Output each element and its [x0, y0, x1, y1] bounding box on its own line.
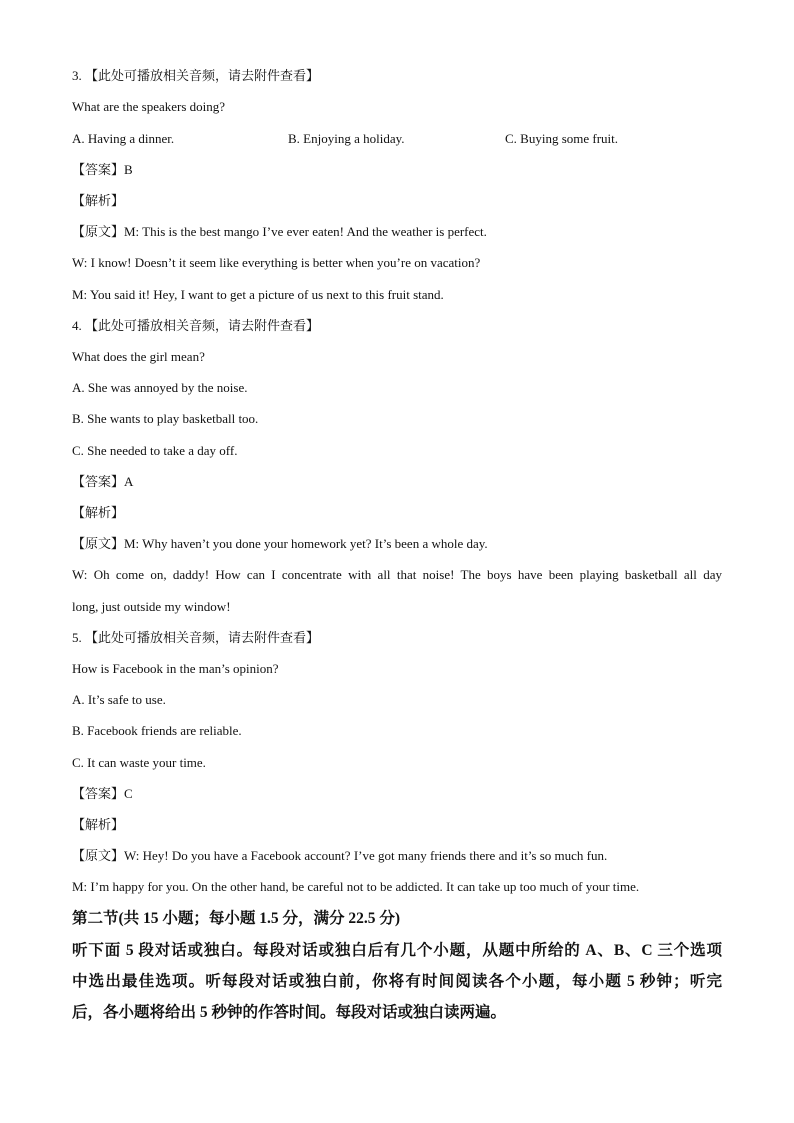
q4-option-c: C. She needed to take a day off.: [72, 443, 238, 458]
q4-question: What does the girl mean?: [72, 349, 205, 364]
q4-answer: 【答案】A: [72, 474, 134, 489]
q5-answer: 【答案】C: [72, 786, 133, 801]
q5-analysis: 【解析】: [72, 817, 125, 832]
q5-question: How is Facebook in the man’s opinion?: [72, 661, 279, 676]
q4-number: 4.: [72, 318, 82, 333]
q5-audio-note[interactable]: 【此处可播放相关音频，请去附件查看】: [85, 630, 320, 645]
q5-number: 5.: [72, 630, 82, 645]
q3-audio-note[interactable]: 【此处可播放相关音频，请去附件查看】: [85, 68, 320, 83]
q3-analysis: 【解析】: [72, 193, 125, 208]
q5-option-b: B. Facebook friends are reliable.: [72, 723, 242, 738]
q3-question: What are the speakers doing?: [72, 99, 226, 114]
section-heading: 第二节(共 15 小题；每小题 1.5 分，满分 22.5 分): [72, 910, 401, 927]
q4-transcript-line: W: Oh come on, daddy! How can I concentrate with all that noise! The boys have been playing basketball all day: [72, 567, 722, 582]
q3-answer: 【答案】B: [72, 162, 133, 177]
q4-transcript-line: 【原文】M: Why haven’t you done your homework yet? It’s been a whole day.: [72, 536, 488, 551]
q4-header: [72, 317, 722, 335]
q5-header: [72, 629, 722, 647]
q5-transcript-line: 【原文】W: Hey! Do you have a Facebook account? I’ve got many friends there and it’s so much fun.: [72, 848, 608, 863]
q5-option-a: A. It’s safe to use.: [72, 692, 166, 707]
q5-transcript-line: M: I’m happy for you. On the other hand, be careful not to be addicted. It can take up too much of your time.: [72, 879, 640, 894]
q3-option-b: B. Enjoying a holiday.: [288, 131, 405, 146]
q3-header: [72, 67, 722, 85]
q4-transcript-line: long, just outside my window!: [72, 599, 231, 614]
section-instructions-line: 听下面 5 段对话或独白。每段对话或独白后有几个小题，从题中所给的 A、B、C 三个选项: [72, 942, 722, 959]
q5-option-c: C. It can waste your time.: [72, 755, 206, 770]
q3-transcript-line: M: You said it! Hey, I want to get a picture of us next to this fruit stand.: [72, 287, 444, 302]
q4-option-a: A. She was annoyed by the noise.: [72, 380, 248, 395]
q4-analysis: 【解析】: [72, 505, 125, 520]
q3-option-c: C. Buying some fruit.: [505, 131, 619, 146]
q3-number: 3.: [72, 68, 82, 83]
section-instructions-line: 中选出最佳选项。听每段对话或独白前，你将有时间阅读各个小题，每小题 5 秒钟；听完: [72, 973, 722, 990]
q3-transcript-line: W: I know! Doesn’t it seem like everything is better when you’re on vacation?: [72, 255, 481, 270]
q4-audio-note[interactable]: 【此处可播放相关音频，请去附件查看】: [85, 318, 320, 333]
q3-option-a: A. Having a dinner.: [72, 131, 175, 146]
q4-option-b: B. She wants to play basketball too.: [72, 411, 259, 426]
q3-transcript-line: 【原文】M: This is the best mango I’ve ever eaten! And the weather is perfect.: [72, 224, 487, 239]
section-instructions-line: 后，各小题将给出 5 秒钟的作答时间。每段对话或独白读两遍。: [72, 1004, 507, 1021]
